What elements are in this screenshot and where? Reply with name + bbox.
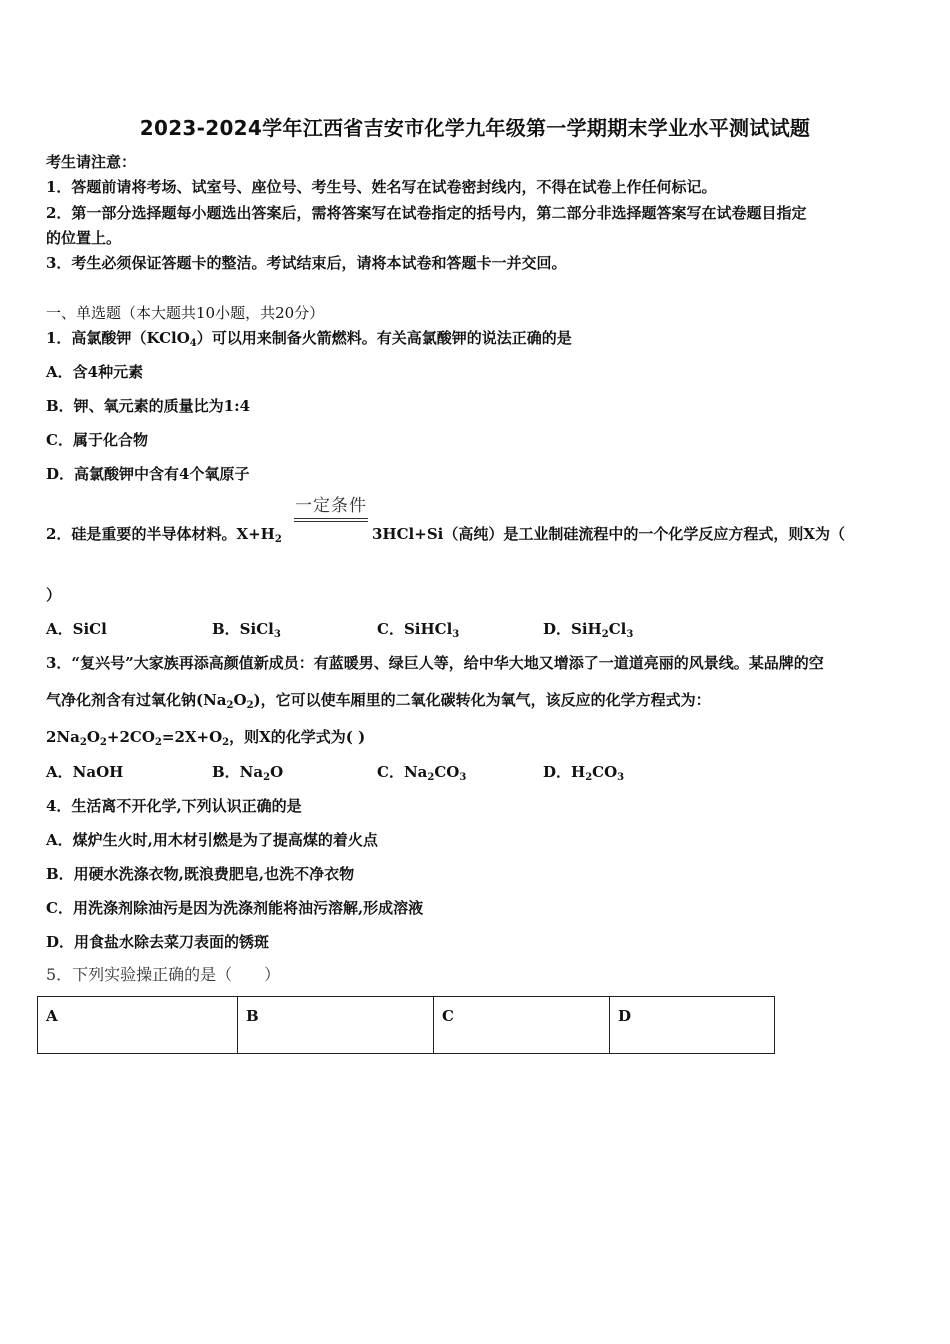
table-cell-b: B (238, 997, 434, 1054)
question-3-option-a: A．NaOH (46, 763, 124, 781)
notice-item-3: 3．考生必须保证答题卡的整洁。考试结束后，请将本试卷和答题卡一并交回。 (46, 254, 567, 272)
reaction-condition: 一定条件 (295, 496, 367, 516)
question-4-option-a: A．煤炉生火时,用木材引燃是为了提高煤的着火点 (46, 831, 378, 849)
section-heading: 一、单选题（本大题共10小题，共20分） (46, 304, 325, 322)
question-3-stem-line-2: 气净化剂含有过氧化钠$(Na_2O_2)$，它可以使车厢里的二氧化碳转化为氧气，该反应的化学方程式为： (46, 691, 711, 711)
table-cell-c: C (434, 997, 610, 1054)
table-cell-d: D (610, 997, 775, 1054)
question-2-option-a: A．SiCl (46, 620, 107, 638)
question-2-option-c: C．SiHCl$_3$ (377, 620, 460, 640)
question-3-option-d: D．$H_2CO_3$ (543, 763, 625, 783)
question-2-option-b: B．SiCl$_3$ (212, 620, 281, 640)
question-3-option-b: B．$Na_2O$ (212, 763, 284, 783)
question-4-option-c: C．用洗涤剂除油污是因为洗涤剂能将油污溶解,形成溶液 (46, 899, 424, 917)
notice-heading: 考生请注意： (46, 153, 137, 171)
question-4-stem: 4．生活离不开化学,下列认识正确的是 (46, 797, 302, 815)
notice-item-2-cont: 的位置上。 (46, 229, 122, 247)
notice-item-1: 1．答题前请将考场、试室号、座位号、考生号、姓名写在试卷密封线内，不得在试卷上作任何标记。 (46, 178, 717, 196)
reaction-condition-arrow (294, 496, 368, 522)
question-3-stem-line-1: 3．“复兴号”大家族再添高颜值新成员：有蓝暖男、绿巨人等，给中华大地又增添了一道道亮丽的风景线。某品牌的空 (46, 654, 824, 672)
question-1-option-d: D．高氯酸钾中含有4个氧原子 (46, 465, 250, 483)
question-4-option-d: D．用食盐水除去菜刀表面的锈斑 (46, 933, 270, 951)
question-1-option-a: A．含4种元素 (46, 363, 144, 381)
question-5-stem: 5．下列实验操正确的是（ ） (46, 965, 281, 984)
double-line-arrow (294, 518, 368, 522)
question-2-stem-left: 2．硅是重要的半导体材料。$X+H_2$ (46, 525, 282, 545)
question-1-option-c: C．属于化合物 (46, 431, 148, 449)
question-3-equation: $2Na_2O_2+2CO_2=2X+O_2$，则X的化学式为( ) (46, 728, 366, 748)
question-2-stem-right: 3HCl+Si（高纯）是工业制硅流程中的一个化学反应方程式，则X为（ (372, 525, 845, 543)
question-1-stem: 1．高氯酸钾（KClO$_4$）可以用来制备火箭燃料。有关高氯酸钾的说法正确的是 (46, 329, 572, 349)
question-3-option-c: C．$Na_2CO_3$ (377, 763, 467, 783)
question-2-option-d: D．$SiH_2Cl_3$ (543, 620, 634, 640)
question-2-stem-end: ） (46, 586, 62, 604)
notice-item-2: 2．第一部分选择题每小题选出答案后，需将答案写在试卷指定的括号内，第二部分非选择题答案写在试卷题目指定 (46, 204, 807, 222)
question-1-option-b: B．钾、氧元素的质量比为1:4 (46, 397, 251, 415)
question-5-answer-table (37, 996, 775, 1054)
table-cell-a: A (38, 997, 238, 1054)
question-4-option-b: B．用硬水洗涤衣物,既浪费肥皂,也洗不净衣物 (46, 865, 355, 883)
table-row (38, 997, 775, 1054)
page-title: 2023-2024学年江西省吉安市化学九年级第一学期期末学业水平测试试题 (139, 116, 811, 140)
